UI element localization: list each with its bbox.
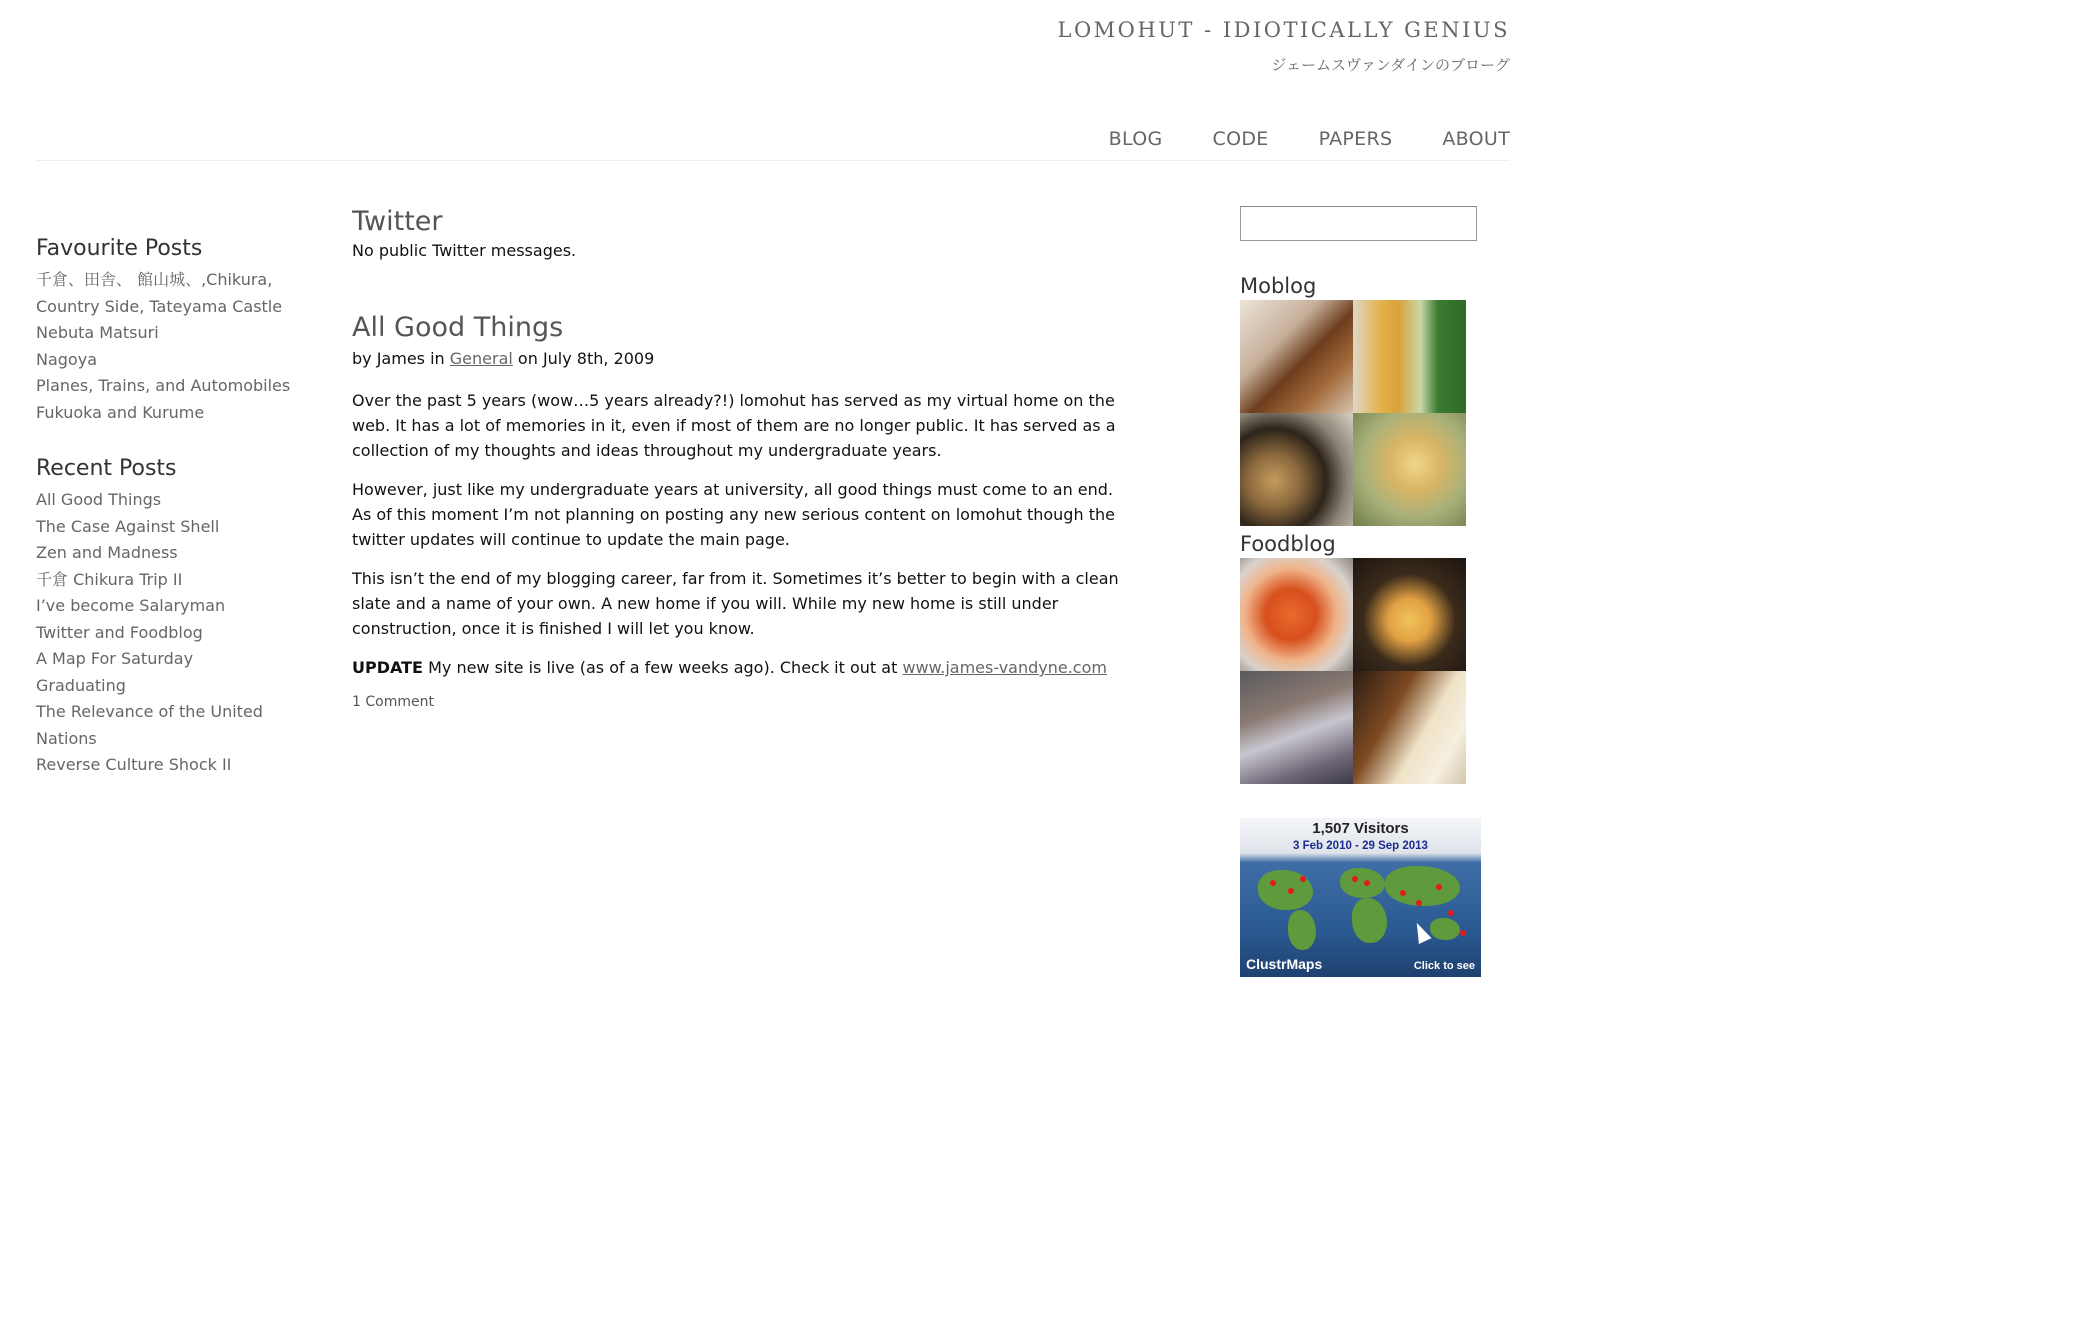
foodblog-photo[interactable] — [1353, 558, 1466, 671]
visitor-dot — [1270, 880, 1276, 886]
moblog-gallery — [1240, 300, 1490, 526]
favourite-post-link[interactable]: 千倉、田舎、 館山城、,Chikura, Country Side, Tateyama Castle — [36, 270, 283, 316]
visitor-dot — [1448, 910, 1454, 916]
recent-post-link[interactable]: Graduating — [36, 675, 126, 695]
recent-post-link[interactable]: Twitter and Foodblog — [36, 622, 203, 642]
visitor-dot — [1288, 888, 1294, 894]
click-to-see-label: Click to see — [1413, 960, 1475, 972]
recent-post-link[interactable]: Reverse Culture Shock II — [36, 755, 232, 774]
recent-posts-list — [36, 487, 326, 779]
cursor-icon — [1410, 920, 1431, 944]
moblog-photo[interactable] — [1240, 413, 1353, 526]
moblog-photo[interactable] — [1353, 413, 1466, 526]
visitor-count: 1,507 Visitors — [1312, 820, 1409, 837]
nav-code[interactable]: CODE — [1212, 128, 1269, 150]
main-nav — [1109, 128, 1510, 150]
site-subtitle: ジェームスヴァンダインのブローグ — [1271, 56, 1510, 74]
twitter-heading: Twitter — [352, 206, 443, 237]
nav-about[interactable]: ABOUT — [1442, 128, 1510, 150]
visitor-dot — [1300, 876, 1306, 882]
favourite-post-link[interactable]: Planes, Trains, and Automobiles — [36, 376, 291, 395]
favourite-post-link[interactable]: Nebuta Matsuri — [36, 323, 159, 342]
header-divider — [36, 160, 1510, 161]
recent-posts-title: Recent Posts — [36, 456, 177, 481]
visitor-dot — [1400, 890, 1406, 896]
foodblog-photo[interactable] — [1240, 671, 1353, 784]
world-map-icon — [1430, 918, 1460, 940]
moblog-photo[interactable] — [1240, 300, 1353, 413]
update-label: UPDATE — [352, 658, 423, 677]
update-text: My new site is live (as of a few weeks ago). Check it out at — [428, 658, 898, 677]
visitor-date-range: 3 Feb 2010 - 29 Sep 2013 — [1293, 840, 1428, 852]
recent-post-link[interactable]: 千倉 Chikura Trip II — [36, 569, 183, 589]
post-title[interactable]: All Good Things — [352, 312, 564, 343]
recent-post-link[interactable]: A Map For Saturday — [36, 649, 194, 668]
comments-link[interactable]: 1 Comment — [352, 694, 434, 710]
world-map-icon — [1352, 898, 1387, 943]
right-sidebar — [1240, 206, 1490, 977]
site-title[interactable]: LOMOHUT - IDIOTICALLY GENIUS — [1057, 18, 1510, 42]
foodblog-title: Foodblog — [1240, 532, 1336, 556]
post-author: by James in — [352, 349, 445, 368]
world-map-icon — [1385, 866, 1460, 906]
foodblog-photo[interactable] — [1353, 671, 1466, 784]
visitor-dot — [1364, 880, 1370, 886]
twitter-message: No public Twitter messages. — [352, 241, 577, 260]
clustrmaps-widget[interactable] — [1240, 818, 1481, 977]
nav-papers[interactable]: PAPERS — [1318, 128, 1393, 150]
favourite-post-link[interactable]: Fukuoka and Kurume — [36, 402, 205, 422]
favourite-posts-title: Favourite Posts — [36, 236, 203, 261]
world-map-icon — [1288, 910, 1316, 950]
post-paragraph: However, just like my undergraduate years at university, all good things must come to an end. As of this moment I’m not planning on posting any new serious content on lomohut though the twitter updates will continue to update the main page. — [352, 480, 1115, 549]
recent-post-link[interactable]: The Relevance of the United Nations — [36, 702, 263, 748]
post-body — [352, 388, 1122, 680]
favourite-posts-list — [36, 267, 326, 426]
recent-post-link[interactable]: Zen and Madness — [36, 543, 178, 562]
post-paragraph: This isn’t the end of my blogging career, far from it. Sometimes it’s better to begin with a clean slate and a name of your own. A new home if you will. While my new home is still under construction, once it is finished I will let you know. — [352, 569, 1119, 638]
visitor-dot — [1352, 876, 1358, 882]
recent-post-link[interactable]: The Case Against Shell — [36, 516, 220, 536]
post-date: on July 8th, 2009 — [517, 349, 655, 368]
post-meta — [352, 349, 1122, 368]
post-category-link[interactable]: General — [449, 349, 513, 368]
visitor-dot — [1416, 900, 1422, 906]
search-input[interactable] — [1240, 206, 1477, 241]
main-content — [352, 206, 1122, 710]
foodblog-gallery — [1240, 558, 1490, 784]
visitor-dot — [1436, 884, 1442, 890]
visitor-dot — [1460, 930, 1466, 936]
nav-blog[interactable]: BLOG — [1108, 128, 1163, 150]
left-sidebar — [36, 236, 326, 779]
spacer — [36, 426, 326, 456]
moblog-photo[interactable] — [1353, 300, 1466, 413]
post-update — [352, 655, 1122, 680]
foodblog-photo[interactable] — [1240, 558, 1353, 671]
clustrmaps-logo: ClustrMaps — [1246, 956, 1323, 972]
recent-post-link[interactable]: All Good Things — [36, 490, 162, 509]
post-paragraph: Over the past 5 years (wow…5 years already?!) lomohut has served as my virtual home on the web. It has a lot of memories in it, even if most of them are no longer public. It has served as a collection of my thoughts and ideas throughout my undergraduate years. — [352, 391, 1116, 460]
favourite-post-link[interactable]: Nagoya — [36, 349, 97, 369]
recent-post-link[interactable]: I’ve become Salaryman — [36, 596, 226, 615]
moblog-title: Moblog — [1240, 274, 1317, 298]
new-site-link[interactable]: www.james-vandyne.com — [902, 658, 1107, 677]
world-map-icon — [1340, 868, 1385, 898]
